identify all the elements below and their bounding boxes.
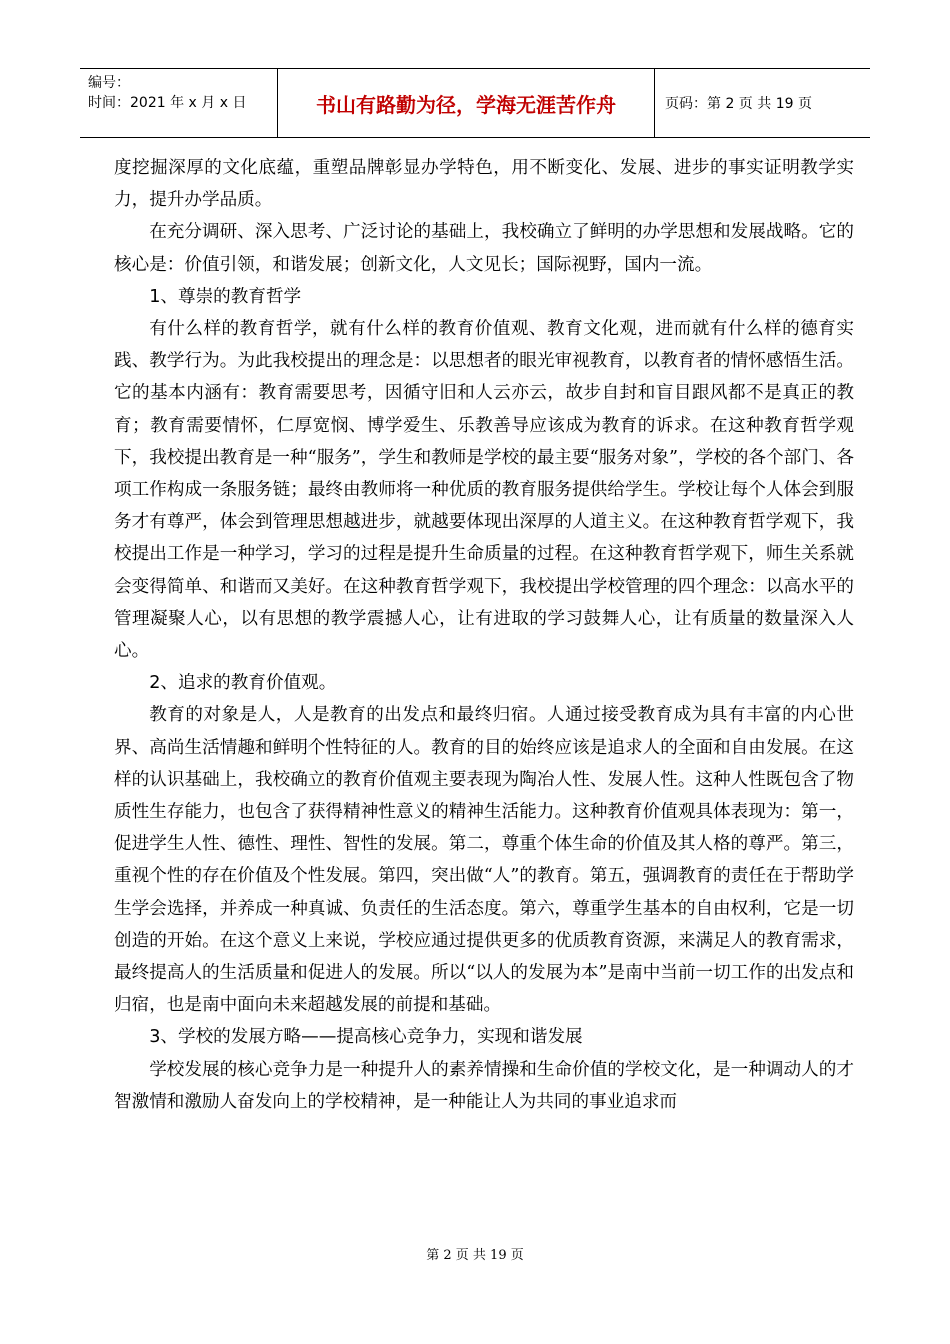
section-heading-1: 1、尊崇的教育哲学 — [149, 286, 302, 307]
paragraph-1: 度挖掘深厚的文化底蕴，重塑品牌彰显办学特色，用不断变化、发展、进步的事实证明教学实力，提升办学品质。 — [114, 158, 854, 211]
section-heading-3: 3、学校的发展方略——提高核心竞争力，实现和谐发展 — [149, 1027, 583, 1048]
section-heading-2: 2、追求的教育价值观。 — [149, 673, 337, 694]
paragraph-2: 在充分调研、深入思考、广泛讨论的基础上，我校确立了鲜明的办学思想和发展战略。它的核心是：价值引领，和谐发展；创新文化，人文见长；国际视野，国内一流。 — [114, 222, 854, 275]
paragraph-4: 教育的对象是人，人是教育的出发点和最终归宿。人通过接受教育成为具有丰富的内心世界、高尚生活情趣和鲜明个性特征的人。教育的目的始终应该是追求人的全面和自由发展。在这样的认识基础上，我校确立的教育价值观主要表现为陶冶人性、发展人性。这种人性既包含了物质性生存能力，也包含了获得精神性意义的精神生活能力。这种教育价值观具体表现为：第一，促进学生人性、德性、理性、智性的发展。第二，尊重个体生命的价值及其人格的尊严。第三，重视个性的存在价值及个性发展。第四，突出做“人”的教育。第五，强调教育的责任在于帮助学生学会选择，并养成一种真诚、负责任的生活态度。第六，尊重学生基本的自由权利，它是一切创造的开始。在这个意义上来说，学校应通过提供更多的优质教育资源，来满足人的教育需求，最终提高人的生活质量和促进人的发展。所以“以人的发展为本”是南中当前一切工作的出发点和归宿，也是南中面向未来超越发展的前提和基础。 — [114, 705, 854, 1016]
document-body — [114, 152, 854, 1118]
header-page-info: 页码：第 2 页 共 19 页 — [665, 96, 812, 112]
code-label: 编号： — [88, 75, 130, 91]
date-line: 时间：2021 年 x 月 x 日 — [88, 95, 247, 111]
header-motto: 书山有路勤为径，学海无涯苦作舟 — [278, 69, 655, 137]
header-meta — [80, 69, 278, 137]
paragraph-3: 有什么样的教育哲学，就有什么样的教育价值观、教育文化观，进而就有什么样的德育实践、教学行为。为此我校提出的理念是：以思想者的眼光审视教育，以教育者的情怀感悟生活。它的基本内涵有：教育需要思考，因循守旧和人云亦云，故步自封和盲目跟风都不是真正的教育；教育需要情怀，仁厚宽悯、博学爱生、乐教善导应该成为教育的诉求。在这种教育哲学观下，我校提出教育是一种“服务”，学生和教师是学校的最主要“服务对象”，学校的各个部门、各项工作构成一条服务链；最终由教师将一种优质的教育服务提供给学生。学校让每个人体会到服务才有尊严，体会到管理思想越进步，就越要体现出深厚的人道主义。在这种教育哲学观下，我校提出工作是一种学习，学习的过程是提升生命质量的过程。在这种教育哲学观下，师生关系就会变得简单、和谐而又美好。在这种教育哲学观下，我校提出学校管理的四个理念：以高水平的管理凝聚人心，以有思想的教学震撼人心，让有进取的学习鼓舞人心，让有质量的数量深入人心。 — [114, 319, 854, 662]
page-footer: 第 2 页 共 19 页 — [426, 1248, 524, 1263]
paragraph-5: 学校发展的核心竞争力是一种提升人的素养情操和生命价值的学校文化，是一种调动人的才智激情和激励人奋发向上的学校精神，是一种能让人为共同的事业追求而 — [114, 1059, 854, 1112]
page-header — [80, 68, 870, 138]
